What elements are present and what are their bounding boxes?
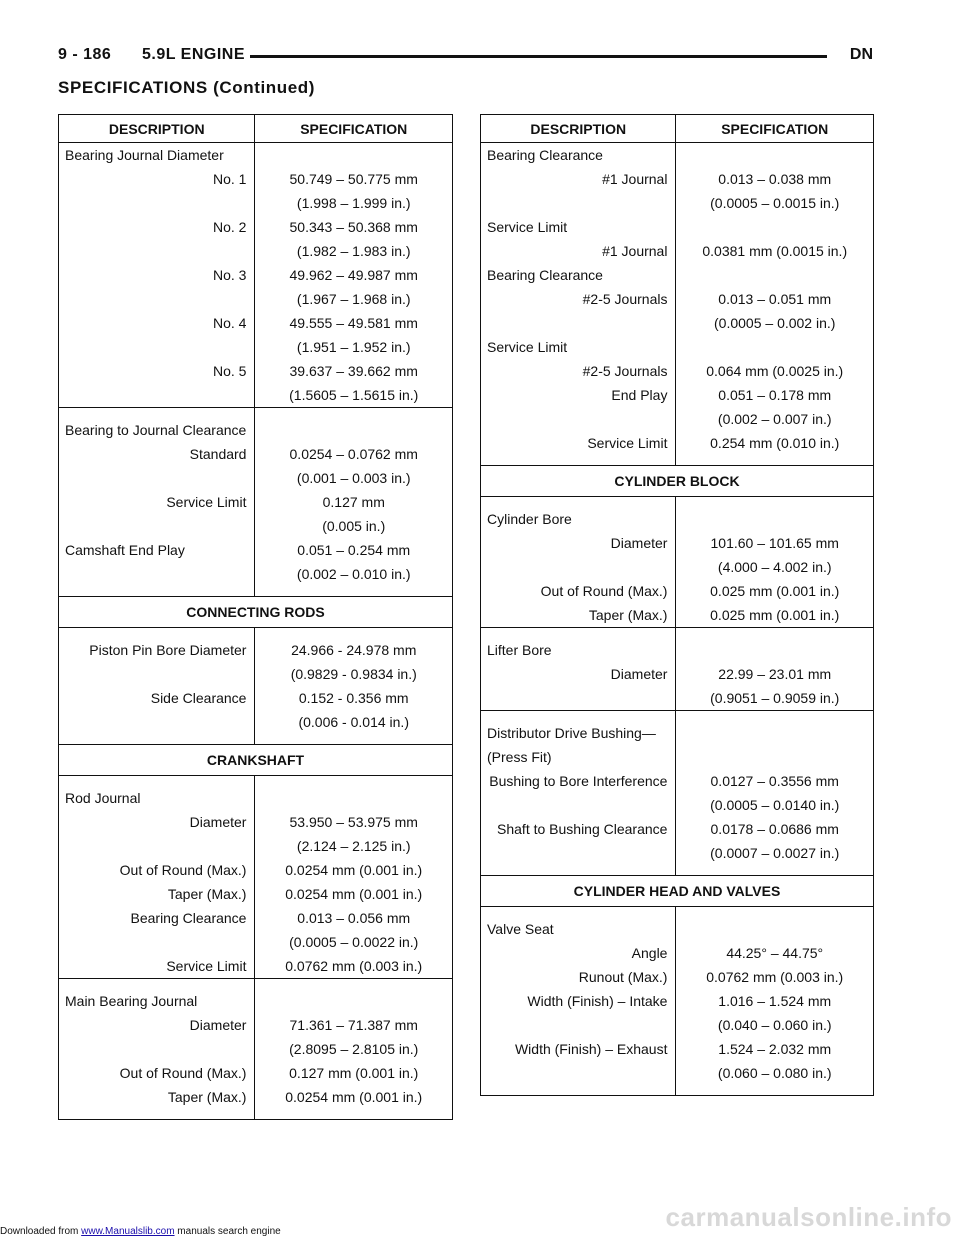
- table-row: [481, 555, 874, 579]
- specification-cell: (1.5605 – 1.5615 in.): [289, 387, 419, 403]
- table-row: [481, 638, 874, 662]
- description-cell: Bushing to Bore Interference: [481, 769, 676, 793]
- specification-cell: (1.967 – 1.968 in.): [296, 291, 411, 307]
- specification-cell: (2.8095 – 2.8105 in.): [289, 1041, 419, 1057]
- description-cell: Taper (Max.): [481, 603, 676, 628]
- table-row: [59, 359, 453, 383]
- table-row: [481, 603, 874, 628]
- row-spacer: [59, 1109, 453, 1120]
- page-title: SPECIFICATIONS (Continued): [58, 78, 316, 97]
- description-header: DESCRIPTION: [59, 115, 255, 143]
- table-row: [481, 1037, 874, 1061]
- description-cell: [481, 555, 676, 579]
- table-row: [481, 335, 874, 359]
- specification-cell: 0.0381 mm (0.0015 in.): [702, 243, 848, 259]
- table-row: [59, 167, 453, 191]
- specification-cell: 0.0254 mm (0.001 in.): [285, 1089, 423, 1105]
- specification-cell: 39.637 – 39.662 mm: [289, 363, 418, 379]
- description-cell: Diameter: [481, 662, 676, 686]
- table-row: [481, 769, 874, 793]
- description-cell: Camshaft End Play: [59, 538, 255, 562]
- table-row: [59, 239, 453, 263]
- table-row: [59, 287, 453, 311]
- description-cell: Rod Journal: [59, 786, 255, 810]
- specification-cell: 44.25° – 44.75°: [726, 945, 824, 961]
- table-row: [481, 359, 874, 383]
- specification-cell: (0.0005 – 0.0022 in.): [289, 934, 419, 950]
- description-cell: [59, 1037, 255, 1061]
- specification-cell: 101.60 – 101.65 mm: [710, 535, 839, 551]
- section-heading: CRANKSHAFT: [59, 745, 453, 776]
- table-row: [59, 954, 453, 979]
- description-cell: Width (Finish) – Intake: [481, 989, 676, 1013]
- description-cell: Service Limit: [481, 335, 676, 359]
- description-cell: Diameter: [59, 1013, 255, 1037]
- table-row: [481, 1013, 874, 1037]
- description-cell: [59, 930, 255, 954]
- description-cell: Out of Round (Max.): [59, 858, 255, 882]
- page-number: 9 - 186: [58, 46, 112, 63]
- specification-cell: (0.040 – 0.060 in.): [717, 1017, 832, 1033]
- specification-cell: (0.002 – 0.010 in.): [296, 566, 411, 582]
- description-cell: Side Clearance: [59, 686, 255, 710]
- row-divider: [481, 628, 874, 639]
- specification-cell: 0.025 mm (0.001 in.): [710, 607, 840, 623]
- description-cell: Out of Round (Max.): [481, 579, 676, 603]
- specification-cell: [676, 143, 874, 168]
- specification-cell: 1.016 – 1.524 mm: [718, 993, 832, 1009]
- specification-cell: [676, 263, 874, 287]
- table-row: [481, 531, 874, 555]
- table-row: [59, 514, 453, 538]
- specification-cell: (0.002 – 0.007 in.): [717, 411, 832, 427]
- specification-cell: 49.962 – 49.987 mm: [289, 267, 418, 283]
- specification-cell: (2.124 – 2.125 in.): [296, 838, 411, 854]
- section-row: [481, 876, 874, 907]
- table-header: [59, 115, 453, 143]
- specification-cell: 0.064 mm (0.0025 in.): [706, 363, 844, 379]
- specification-cell: [255, 143, 453, 168]
- table-row: [481, 287, 874, 311]
- specification-cell: 0.013 – 0.051 mm: [718, 291, 832, 307]
- table-row: [481, 263, 874, 287]
- specification-cell: (0.9829 - 0.9834 in.): [290, 666, 417, 682]
- description-cell: [59, 514, 255, 538]
- description-cell: [481, 686, 676, 711]
- table-row: [59, 638, 453, 662]
- description-cell: [481, 841, 676, 865]
- table-row: [59, 215, 453, 239]
- download-footer: [0, 1226, 281, 1237]
- row-spacer: [59, 776, 453, 787]
- specification-cell: 49.555 – 49.581 mm: [289, 315, 418, 331]
- specification-cell: [676, 335, 874, 359]
- table-row: [59, 686, 453, 710]
- description-cell: Width (Finish) – Exhaust: [481, 1037, 676, 1061]
- model-code: DN: [849, 46, 873, 63]
- specification-cell: 0.0127 – 0.3556 mm: [710, 773, 839, 789]
- specification-cell: (0.0007 – 0.0027 in.): [710, 845, 840, 861]
- description-cell: Service Limit: [481, 215, 676, 239]
- spec-table-left: [58, 114, 453, 1120]
- specification-cell: 0.127 mm: [322, 494, 385, 510]
- section-row: [59, 745, 453, 776]
- description-cell: No. 3: [59, 263, 255, 287]
- specification-cell: (0.0005 – 0.0015 in.): [710, 195, 840, 211]
- description-cell: Lifter Bore: [481, 638, 676, 662]
- description-cell: Main Bearing Journal: [59, 989, 255, 1013]
- specification-cell: (4.000 – 4.002 in.): [717, 559, 832, 575]
- table-row: [59, 662, 453, 686]
- table-row: [59, 989, 453, 1013]
- description-cell: #1 Journal: [481, 167, 676, 191]
- row-spacer: [59, 586, 453, 597]
- table-row: [481, 662, 874, 686]
- description-cell: [59, 335, 255, 359]
- row-spacer: [481, 907, 874, 918]
- table-row: [481, 965, 874, 989]
- description-cell: No. 4: [59, 311, 255, 335]
- header-rule: [250, 55, 827, 58]
- specification-cell: (1.998 – 1.999 in.): [296, 195, 411, 211]
- description-cell: #1 Journal: [481, 239, 676, 263]
- specification-cell: 0.0762 mm (0.003 in.): [285, 958, 423, 974]
- table-row: [59, 786, 453, 810]
- description-cell: Distributor Drive Bushing—: [481, 721, 676, 745]
- table-row: [481, 841, 874, 865]
- footer-prefix: Downloaded from: [0, 1226, 82, 1237]
- table-row: [481, 793, 874, 817]
- description-cell: End Play: [481, 383, 676, 407]
- page-header: [58, 46, 873, 68]
- description-cell: Bearing Journal Diameter: [59, 143, 255, 168]
- specification-cell: [255, 989, 453, 1013]
- row-divider: [59, 408, 453, 419]
- table-row: [59, 263, 453, 287]
- specification-cell: (1.982 – 1.983 in.): [296, 243, 411, 259]
- description-cell: Service Limit: [59, 954, 255, 979]
- description-cell: (Press Fit): [481, 745, 676, 769]
- description-cell: [481, 311, 676, 335]
- specification-cell: 0.152 - 0.356 mm: [298, 690, 409, 706]
- specification-cell: [676, 917, 874, 941]
- table-row: [59, 882, 453, 906]
- table-row: [59, 191, 453, 215]
- specification-cell: [255, 786, 453, 810]
- specification-cell: (1.951 – 1.952 in.): [296, 339, 411, 355]
- spec-table-right: [480, 114, 874, 1096]
- table-row: [59, 383, 453, 408]
- description-cell: [59, 239, 255, 263]
- section-heading: CONNECTING RODS: [59, 597, 453, 628]
- table-row: [59, 710, 453, 734]
- description-cell: Shaft to Bushing Clearance: [481, 817, 676, 841]
- specification-cell: 0.025 mm (0.001 in.): [710, 583, 840, 599]
- specification-cell: [676, 215, 874, 239]
- specification-cell: [255, 418, 453, 442]
- description-cell: [59, 662, 255, 686]
- table-row: [481, 917, 874, 941]
- specification-cell: 22.99 – 23.01 mm: [718, 666, 832, 682]
- description-cell: Service Limit: [481, 431, 676, 455]
- description-cell: Taper (Max.): [59, 1085, 255, 1109]
- specification-cell: 53.950 – 53.975 mm: [289, 814, 418, 830]
- table-row: [481, 817, 874, 841]
- specification-cell: 0.254 mm (0.010 in.): [710, 435, 840, 451]
- description-cell: [481, 1013, 676, 1037]
- specification-cell: 0.013 – 0.056 mm: [297, 910, 411, 926]
- table-row: [481, 507, 874, 531]
- table-row: [481, 431, 874, 455]
- description-cell: [59, 562, 255, 586]
- table-row: [59, 490, 453, 514]
- table-row: [481, 721, 874, 745]
- description-cell: [481, 793, 676, 817]
- table-row: [59, 1061, 453, 1085]
- table-row: [59, 418, 453, 442]
- specification-cell: 50.343 – 50.368 mm: [289, 219, 418, 235]
- description-cell: [481, 191, 676, 215]
- description-cell: No. 5: [59, 359, 255, 383]
- specification-cell: 50.749 – 50.775 mm: [289, 171, 418, 187]
- row-divider: [59, 979, 453, 990]
- specification-cell: 0.051 – 0.254 mm: [297, 542, 411, 558]
- table-row: [59, 1085, 453, 1109]
- specification-cell: 24.966 - 24.978 mm: [291, 642, 417, 658]
- description-cell: #2-5 Journals: [481, 287, 676, 311]
- specification-cell: 0.051 – 0.178 mm: [718, 387, 832, 403]
- row-divider: [481, 711, 874, 722]
- specification-cell: [676, 638, 874, 662]
- table-row: [481, 686, 874, 711]
- table-row: [481, 143, 874, 168]
- description-cell: Valve Seat: [481, 917, 676, 941]
- specification-cell: (0.006 - 0.014 in.): [298, 714, 409, 730]
- specification-cell: 0.0762 mm (0.003 in.): [706, 969, 844, 985]
- table-row: [59, 1037, 453, 1061]
- specification-cell: 0.013 – 0.038 mm: [718, 171, 832, 187]
- description-cell: Bearing Clearance: [481, 143, 676, 168]
- row-spacer: [481, 455, 874, 466]
- watermark: carmanualsonline.info: [665, 1202, 952, 1232]
- footer-suffix: manuals search engine: [174, 1226, 281, 1237]
- table-row: [481, 311, 874, 335]
- specification-cell: 0.0254 mm (0.001 in.): [285, 862, 423, 878]
- specification-cell: [676, 721, 874, 745]
- description-cell: No. 1: [59, 167, 255, 191]
- specification-cell: 0.127 mm (0.001 in.): [289, 1065, 419, 1081]
- specification-cell: (0.0005 – 0.002 in.): [714, 315, 836, 331]
- table-row: [59, 930, 453, 954]
- table-row: [59, 858, 453, 882]
- section-row: [59, 597, 453, 628]
- table-row: [481, 1061, 874, 1085]
- description-cell: Bearing Clearance: [481, 263, 676, 287]
- specification-cell: [676, 745, 874, 769]
- row-spacer: [59, 628, 453, 639]
- table-row: [481, 745, 874, 769]
- table-row: [59, 442, 453, 466]
- description-cell: [481, 407, 676, 431]
- description-cell: Bearing Clearance: [59, 906, 255, 930]
- table-row: [481, 989, 874, 1013]
- manualslib-link[interactable]: www.Manualslib.com: [81, 1226, 175, 1237]
- specification-header: SPECIFICATION: [255, 115, 453, 143]
- description-cell: #2-5 Journals: [481, 359, 676, 383]
- table-row: [481, 383, 874, 407]
- table-row: [481, 191, 874, 215]
- table-row: [59, 1013, 453, 1037]
- description-cell: Diameter: [59, 810, 255, 834]
- table-row: [481, 167, 874, 191]
- description-cell: Service Limit: [59, 490, 255, 514]
- description-cell: [59, 287, 255, 311]
- table-row: [59, 143, 453, 168]
- description-cell: [481, 1061, 676, 1085]
- description-cell: Diameter: [481, 531, 676, 555]
- description-cell: [59, 710, 255, 734]
- table-row: [481, 941, 874, 965]
- specification-cell: (0.001 – 0.003 in.): [296, 470, 411, 486]
- specification-cell: 0.0254 – 0.0762 mm: [289, 446, 418, 462]
- description-cell: Bearing to Journal Clearance: [59, 418, 255, 442]
- table-row: [481, 579, 874, 603]
- table-row: [481, 215, 874, 239]
- table-row: [59, 834, 453, 858]
- description-header: DESCRIPTION: [481, 115, 676, 143]
- table-row: [59, 311, 453, 335]
- description-cell: [59, 466, 255, 490]
- specification-cell: 0.0178 – 0.0686 mm: [710, 821, 839, 837]
- section-row: [481, 466, 874, 497]
- description-cell: No. 2: [59, 215, 255, 239]
- specification-cell: (0.9051 – 0.9059 in.): [710, 690, 840, 706]
- table-row: [59, 906, 453, 930]
- specification-cell: 1.524 – 2.032 mm: [718, 1041, 832, 1057]
- specification-cell: [676, 507, 874, 531]
- specification-cell: 71.361 – 71.387 mm: [289, 1017, 418, 1033]
- row-spacer: [481, 865, 874, 876]
- description-cell: Runout (Max.): [481, 965, 676, 989]
- table-row: [59, 466, 453, 490]
- row-spacer: [59, 734, 453, 745]
- table-row: [481, 407, 874, 431]
- table-row: [59, 810, 453, 834]
- description-cell: [59, 834, 255, 858]
- table-row: [59, 335, 453, 359]
- section-name: 5.9L ENGINE: [142, 46, 246, 63]
- description-cell: Standard: [59, 442, 255, 466]
- table-row: [59, 538, 453, 562]
- description-cell: Taper (Max.): [59, 882, 255, 906]
- description-cell: Piston Pin Bore Diameter: [59, 638, 255, 662]
- specification-cell: (0.060 – 0.080 in.): [717, 1065, 832, 1081]
- description-cell: Cylinder Bore: [481, 507, 676, 531]
- description-cell: Out of Round (Max.): [59, 1061, 255, 1085]
- specification-cell: (0.0005 – 0.0140 in.): [710, 797, 840, 813]
- specification-cell: 0.0254 mm (0.001 in.): [285, 886, 423, 902]
- table-header: [481, 115, 874, 143]
- section-heading: CYLINDER HEAD AND VALVES: [481, 876, 874, 907]
- row-spacer: [481, 497, 874, 508]
- table-row: [59, 562, 453, 586]
- section-heading: CYLINDER BLOCK: [481, 466, 874, 497]
- table-row: [481, 239, 874, 263]
- description-cell: [59, 191, 255, 215]
- description-cell: [59, 383, 255, 408]
- specification-cell: (0.005 in.): [322, 518, 386, 534]
- description-cell: Angle: [481, 941, 676, 965]
- specification-header: SPECIFICATION: [676, 115, 874, 143]
- row-spacer: [481, 1085, 874, 1096]
